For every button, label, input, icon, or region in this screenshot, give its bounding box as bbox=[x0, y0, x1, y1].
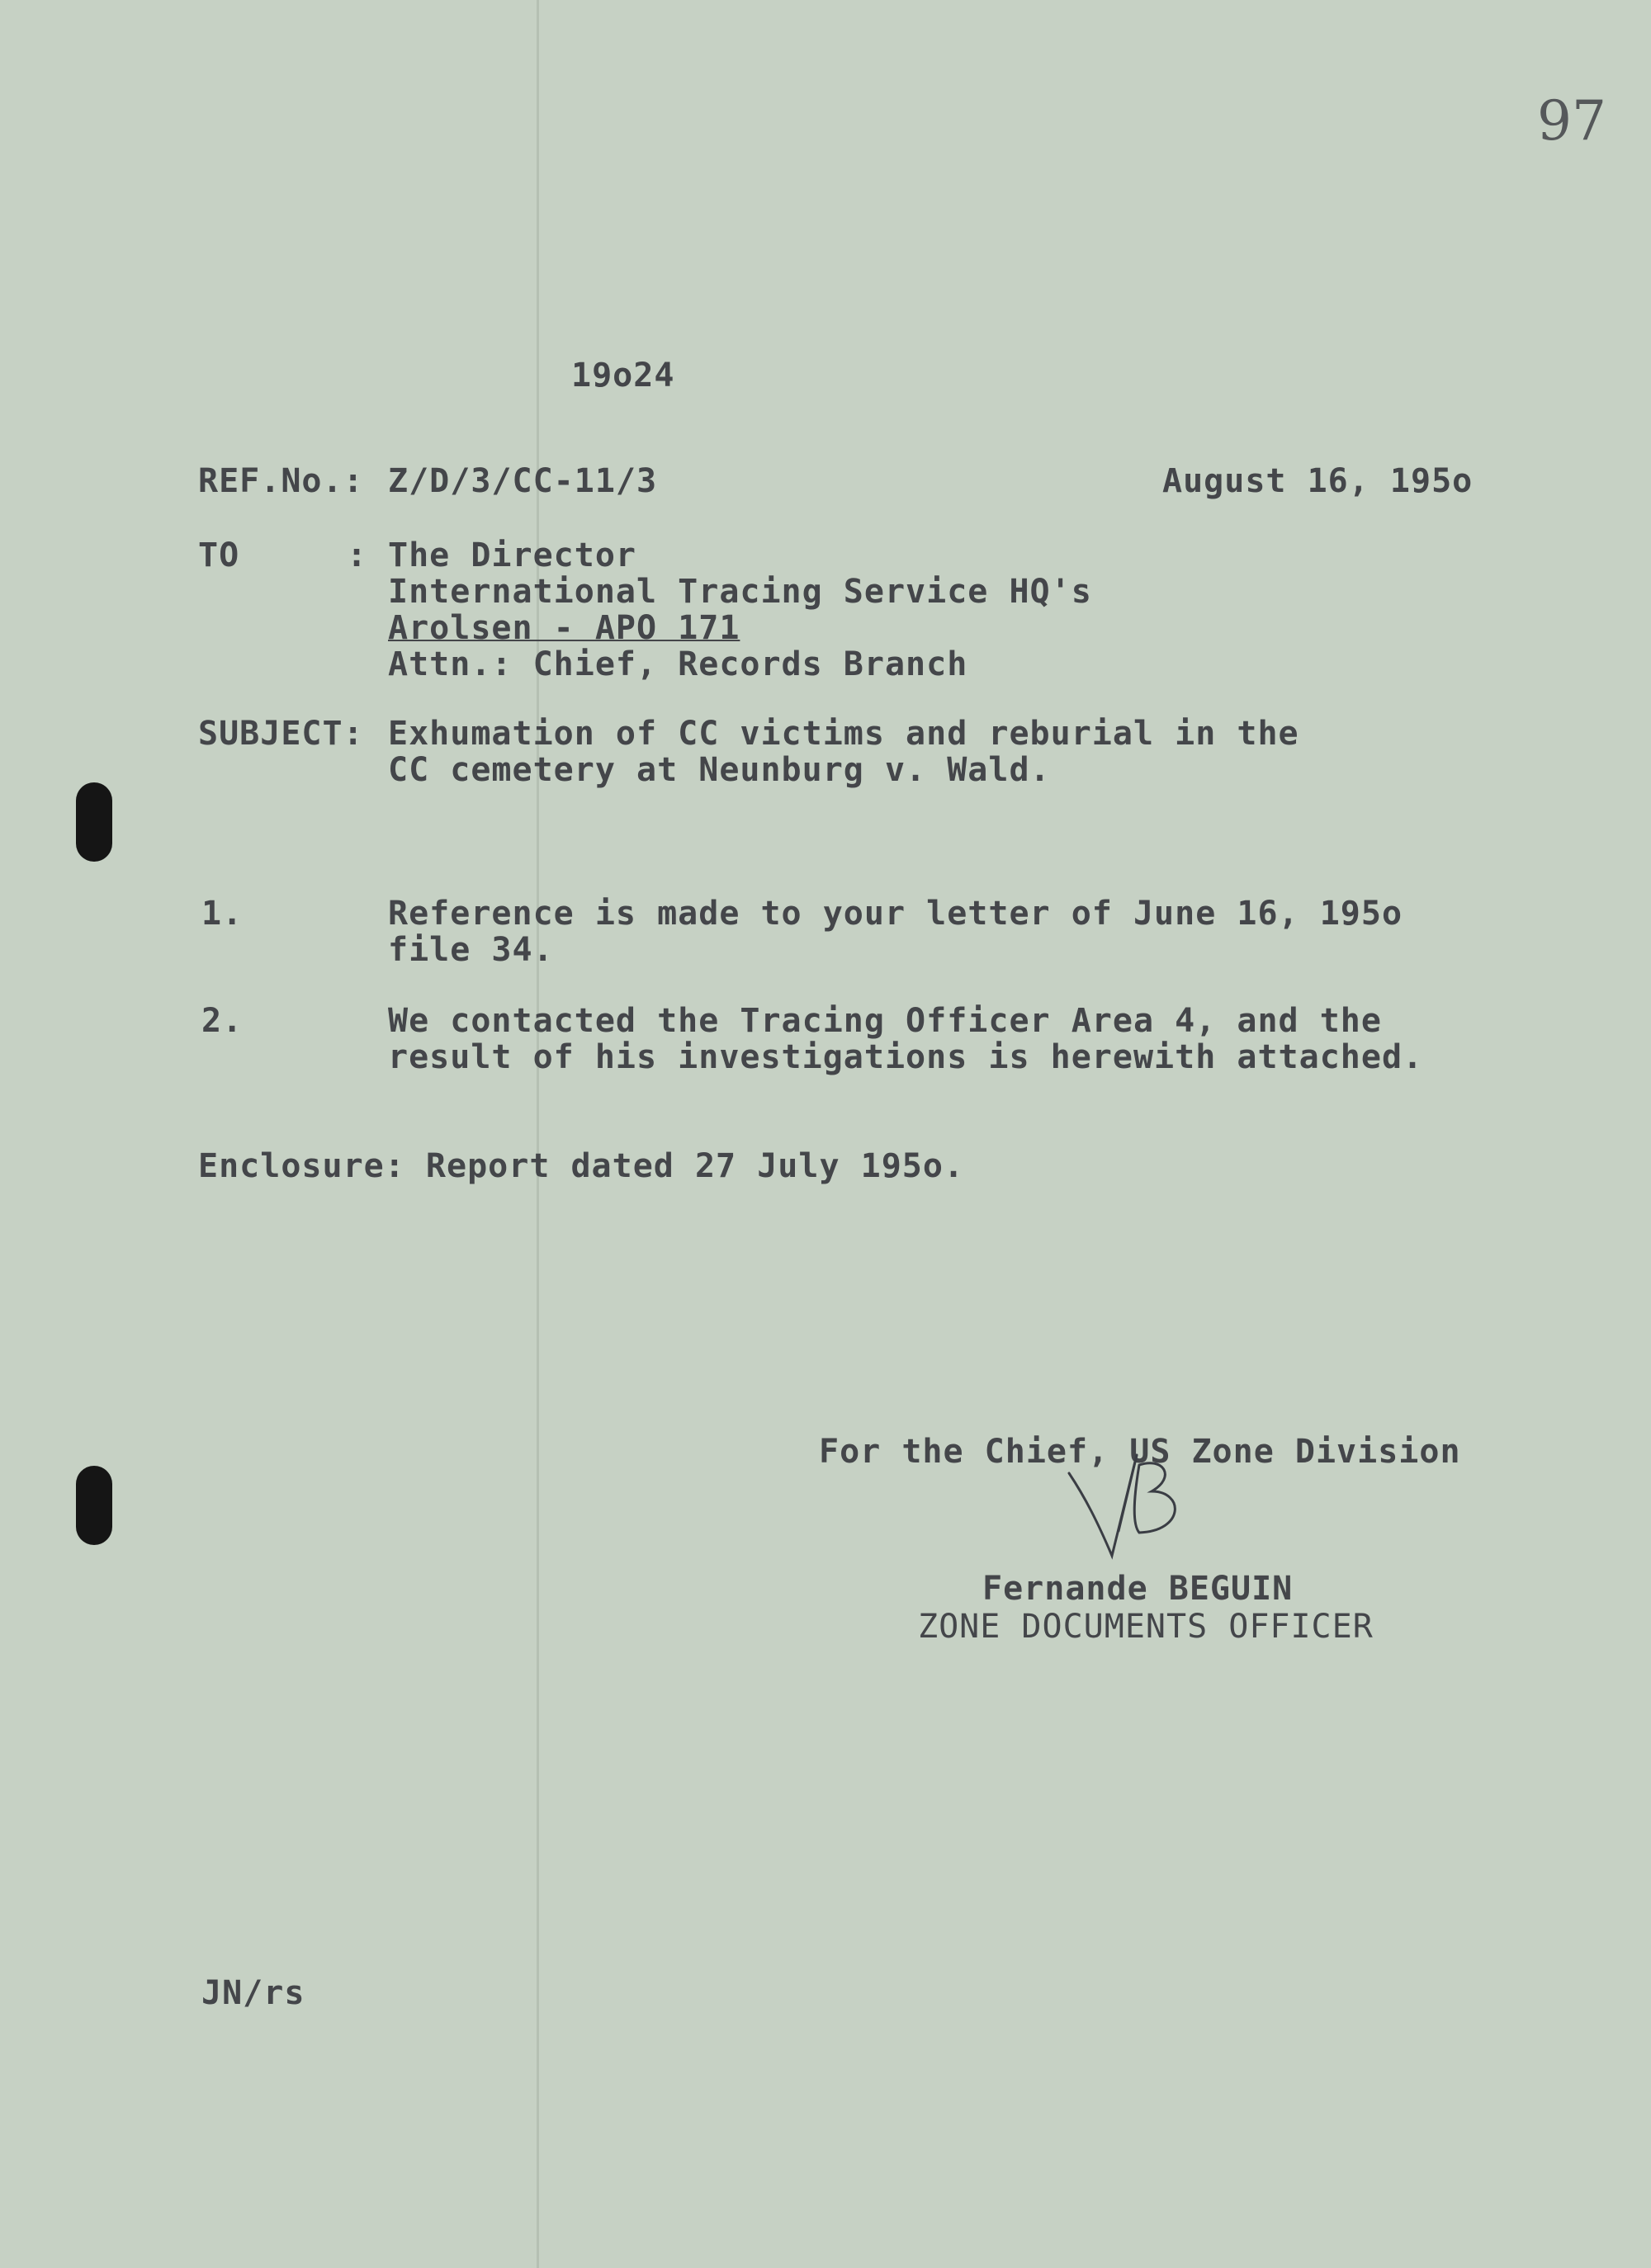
subject-line: CC cemetery at Neunburg v. Wald. bbox=[388, 751, 1051, 789]
page-number: 97 bbox=[1537, 89, 1606, 153]
paragraph-number: 2. bbox=[201, 1002, 244, 1040]
reference-label: REF.No.: bbox=[198, 462, 364, 500]
addressee-line: The Director bbox=[388, 536, 636, 574]
paragraph-line: result of his investigations is herewith attached. bbox=[388, 1038, 1424, 1076]
punch-hole-top bbox=[76, 782, 112, 862]
to-label: TO bbox=[198, 536, 240, 574]
punch-hole-bottom bbox=[76, 1466, 112, 1545]
addressee-line: Arolsen - APO 171 bbox=[388, 609, 740, 647]
paragraph-line: Reference is made to your letter of June 16, 195o bbox=[388, 895, 1403, 933]
paper-fold-line bbox=[537, 0, 539, 2268]
typist-initials: JN/rs bbox=[201, 1974, 305, 2012]
enclosure-line: Enclosure: Report dated 27 July 195o. bbox=[198, 1147, 965, 1185]
handwritten-signature bbox=[1061, 1440, 1209, 1564]
signer-title: ZONE DOCUMENTS OFFICER bbox=[918, 1608, 1374, 1646]
closing-line: For the Chief, US Zone Division bbox=[819, 1433, 1461, 1471]
signer-name: Fernande BEGUIN bbox=[982, 1570, 1294, 1608]
letter-date: August 16, 195o bbox=[1162, 462, 1474, 500]
subject-label: SUBJECT: bbox=[198, 715, 364, 753]
paragraph-number: 1. bbox=[201, 895, 244, 933]
subject-line: Exhumation of CC victims and reburial in the bbox=[388, 715, 1299, 753]
to-colon: : bbox=[347, 536, 368, 574]
addressee-line: Attn.: Chief, Records Branch bbox=[388, 645, 968, 683]
addressee-line: International Tracing Service HQ's bbox=[388, 573, 1092, 611]
paragraph-line: file 34. bbox=[388, 931, 554, 969]
reference-value: Z/D/3/CC-11/3 bbox=[388, 462, 658, 500]
paragraph-line: We contacted the Tracing Officer Area 4, and the bbox=[388, 1002, 1382, 1040]
document-number: 19o24 bbox=[571, 357, 675, 395]
